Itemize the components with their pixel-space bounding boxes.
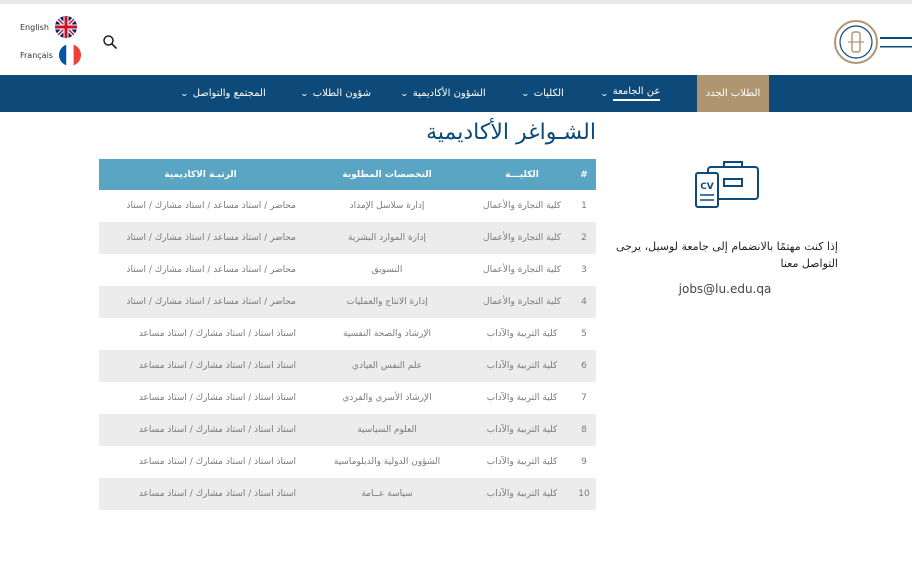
header-number: # bbox=[580, 169, 588, 180]
cell-number: 4 bbox=[581, 297, 587, 307]
cell-rank: محاضر / أستاذ مساعد / أستاذ مشارك / أستاذ bbox=[126, 201, 296, 211]
cell-rank: أستاذ أستاذ / أستاذ مشارك / أستاذ مساعد bbox=[138, 489, 296, 499]
cell-college: كلية التربية والآداب bbox=[486, 329, 558, 339]
main-navigation bbox=[0, 75, 912, 112]
table-row bbox=[99, 254, 596, 286]
cell-number: 9 bbox=[581, 457, 587, 467]
cell-college: كلية التجارة والأعمال bbox=[483, 201, 561, 211]
contact-email-link[interactable]: jobs@lu.edu.qa bbox=[678, 282, 772, 296]
cell-college: كلية التربية والآداب bbox=[486, 457, 558, 467]
cell-college: كلية التجارة والأعمال bbox=[483, 233, 561, 243]
uk-flag-icon[interactable] bbox=[55, 16, 77, 38]
cell-specialization: الإرشاد الأسري والفردي bbox=[342, 393, 432, 403]
cv-briefcase-icon bbox=[694, 157, 760, 211]
svg-text:CV: CV bbox=[700, 182, 714, 192]
cell-number: 2 bbox=[581, 233, 587, 243]
chevron-down-icon[interactable]: ⌄ bbox=[520, 89, 531, 98]
cell-specialization: إدارة الانتاج والعمليات bbox=[346, 297, 428, 307]
france-flag-icon[interactable] bbox=[59, 44, 81, 66]
cell-rank: محاضر / أستاذ مساعد / أستاذ مشارك / أستاذ bbox=[126, 265, 296, 275]
table-row bbox=[99, 190, 596, 222]
cell-college: كلية التجارة والأعمال bbox=[483, 265, 561, 275]
cell-specialization: التسويق bbox=[371, 265, 403, 275]
nav-about[interactable] bbox=[601, 75, 660, 112]
table-row bbox=[99, 286, 596, 318]
table-row bbox=[99, 382, 596, 414]
cell-specialization: سياسة عــامة bbox=[361, 489, 413, 499]
new-students-button[interactable]: الطلاب الجدد bbox=[697, 75, 769, 112]
chevron-down-icon[interactable]: ⌄ bbox=[299, 89, 310, 98]
cell-specialization: إدارة الموارد البشرية bbox=[347, 233, 427, 243]
header-rank: الرتبـة الأكاديمية bbox=[164, 169, 237, 180]
cell-rank: أستاذ أستاذ / أستاذ مشارك / أستاذ مساعد bbox=[138, 393, 296, 403]
cell-specialization: إدارة سلاسل الإمداد bbox=[349, 201, 425, 211]
header-specialization: التخصصات المطلوبة bbox=[342, 169, 432, 180]
cell-specialization: الشؤون الدولية والدبلوماسية bbox=[333, 457, 441, 467]
cell-number: 10 bbox=[578, 489, 590, 499]
cell-rank: أستاذ أستاذ / أستاذ مشارك / أستاذ مساعد bbox=[138, 329, 296, 339]
cell-rank: أستاذ أستاذ / أستاذ مشارك / أستاذ مساعد bbox=[138, 457, 296, 467]
nav-community[interactable] bbox=[181, 75, 266, 112]
nav-colleges-label[interactable]: الكليات bbox=[533, 88, 564, 99]
cell-specialization: علم النفس العيادي bbox=[351, 361, 423, 371]
cell-number: 5 bbox=[581, 329, 587, 339]
table-row bbox=[99, 222, 596, 254]
page-title: الشـواغر الأكاديمية bbox=[426, 120, 596, 145]
chevron-down-icon[interactable]: ⌄ bbox=[599, 89, 610, 98]
table-row bbox=[99, 478, 596, 510]
cell-rank: أستاذ أستاذ / أستاذ مشارك / أستاذ مساعد bbox=[138, 361, 296, 371]
cell-number: 7 bbox=[581, 393, 587, 403]
nav-student-affairs[interactable] bbox=[301, 75, 371, 112]
table-header bbox=[99, 159, 596, 190]
vacancies-table bbox=[99, 159, 596, 510]
cell-number: 3 bbox=[581, 265, 587, 275]
cell-rank: محاضر / أستاذ مساعد / أستاذ مشارك / أستاذ bbox=[126, 297, 296, 307]
site-header bbox=[0, 0, 912, 75]
cell-number: 6 bbox=[581, 361, 587, 371]
nav-student-affairs-label[interactable]: شؤون الطلاب bbox=[312, 88, 372, 99]
cell-rank: محاضر / أستاذ مساعد / أستاذ مشارك / أستاذ bbox=[126, 233, 296, 243]
cell-college: كلية التجارة والأعمال bbox=[483, 297, 561, 307]
nav-about-label[interactable]: عن الجامعة bbox=[613, 86, 661, 101]
cell-college: كلية التربية والآداب bbox=[486, 489, 558, 499]
header-college: الكليـــة bbox=[505, 169, 539, 180]
cell-number: 8 bbox=[581, 425, 587, 435]
cell-college: كلية التربية والآداب bbox=[486, 361, 558, 371]
nav-academic-affairs[interactable] bbox=[401, 75, 486, 112]
table-row bbox=[99, 350, 596, 382]
language-french-label[interactable]: Français bbox=[20, 50, 53, 60]
cell-college: كلية التربية والآداب bbox=[486, 425, 558, 435]
nav-colleges[interactable] bbox=[522, 75, 564, 112]
cell-rank: أستاذ أستاذ / أستاذ مشارك / أستاذ مساعد bbox=[138, 425, 296, 435]
chevron-down-icon[interactable]: ⌄ bbox=[179, 89, 190, 98]
cell-number: 1 bbox=[581, 201, 587, 211]
chevron-down-icon[interactable]: ⌄ bbox=[399, 89, 410, 98]
language-english[interactable] bbox=[20, 16, 77, 38]
search-icon[interactable] bbox=[102, 34, 118, 50]
table-row bbox=[99, 414, 596, 446]
language-french[interactable] bbox=[20, 44, 81, 66]
table-row bbox=[99, 318, 596, 350]
nav-community-label[interactable]: المجتمع والتواصل bbox=[192, 88, 266, 99]
cell-college: كلية التربية والآداب bbox=[486, 393, 558, 403]
nav-academic-affairs-label[interactable]: الشؤون الأكاديمية bbox=[412, 88, 486, 99]
table-row bbox=[99, 446, 596, 478]
university-logo[interactable] bbox=[834, 19, 912, 65]
cell-specialization: العلوم السياسية bbox=[357, 425, 417, 435]
language-english-label[interactable]: English bbox=[20, 22, 49, 32]
cell-specialization: الإرشاد والصحة النفسية bbox=[342, 329, 432, 339]
contact-message: إذا كنت مهتمًا بالانضمام إلى جامعة لوسيل، يرجى التواصل معنا bbox=[615, 240, 838, 270]
